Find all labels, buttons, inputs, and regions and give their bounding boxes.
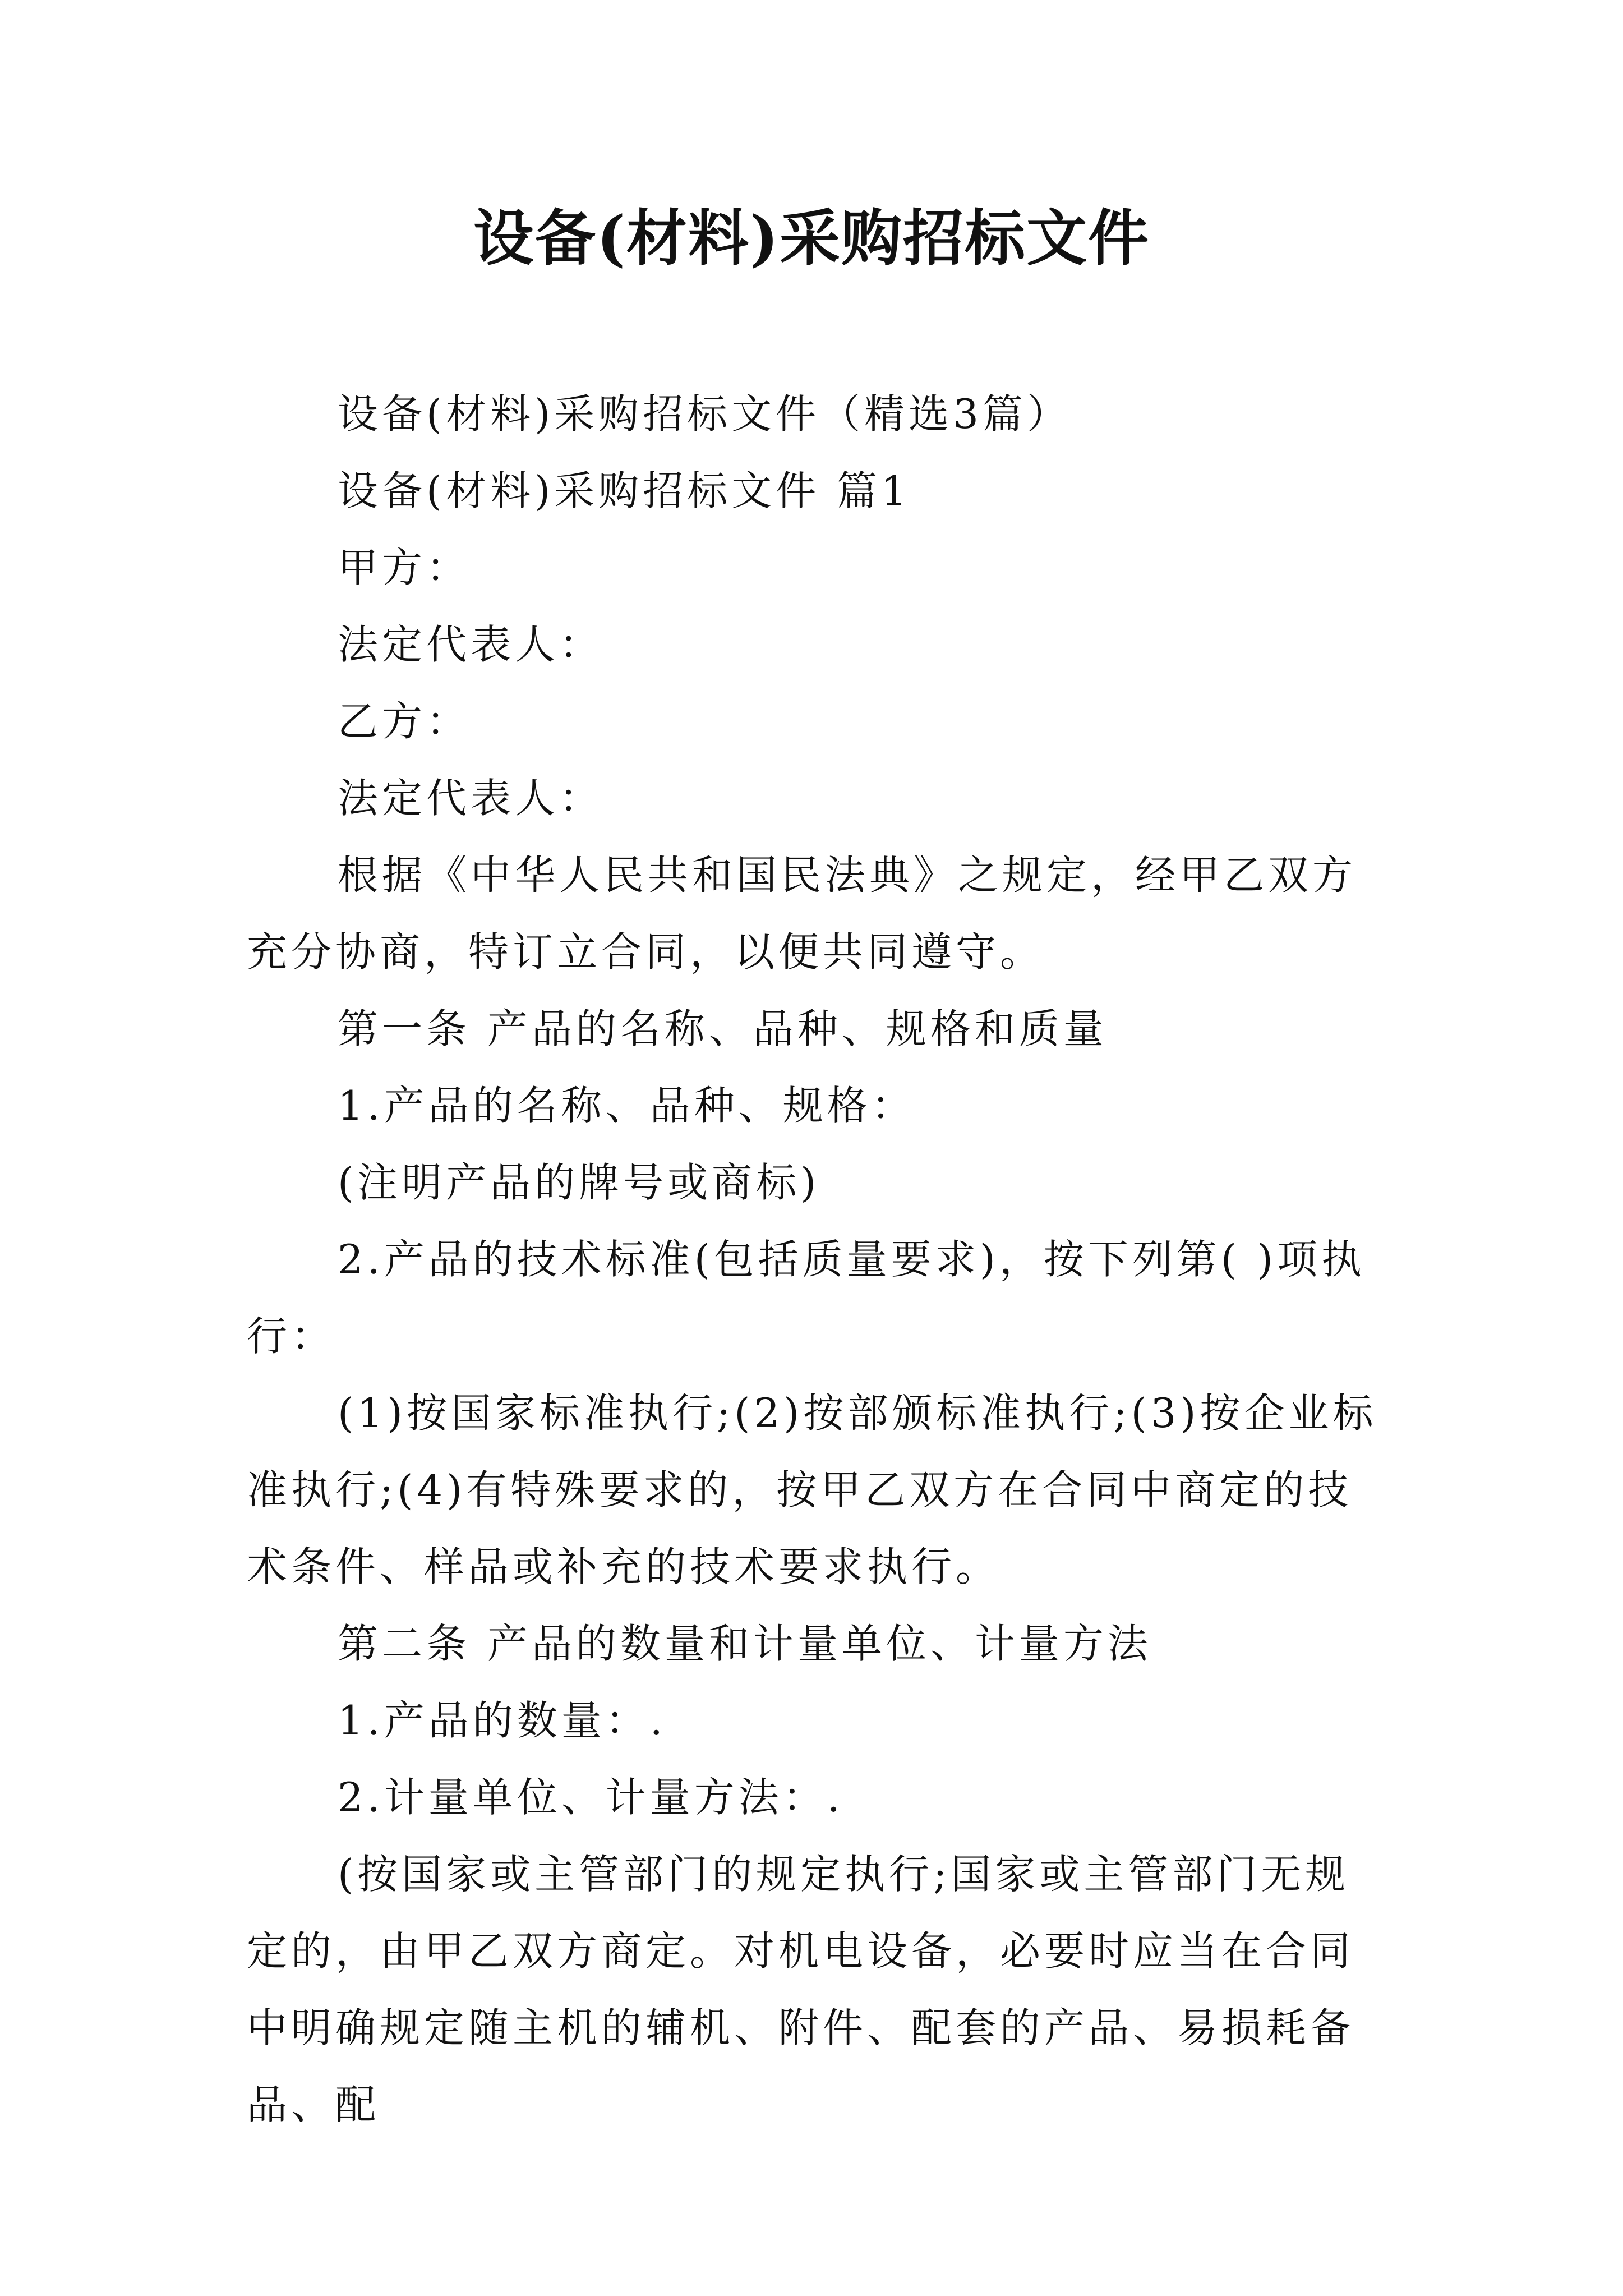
article-two-item-1: 1.产品的数量：. [338, 1697, 667, 1744]
article-one-heading: 第一条 产品的名称、品种、规格和质量 [338, 1005, 1108, 1052]
preamble-paragraph: 根据《中华人民共和国民法典》之规定，经甲乙双方充分协商，特订立合同，以便共同遵守。 [247, 852, 1357, 976]
document-body [247, 376, 1388, 2143]
article-one-item-2: 2.产品的技术标准(包括质量要求)，按下列第( )项执行： [247, 1236, 1366, 1360]
article-one-item-1: 1.产品的名称、品种、规格： [338, 1082, 916, 1129]
section-heading: 设备(材料)采购招标文件 篇1 [338, 467, 911, 514]
article-two-heading: 第二条 产品的数量和计量单位、计量方法 [338, 1620, 1152, 1667]
standards-options-paragraph: (1)按国家标准执行;(2)按部颁标准执行;(3)按企业标准执行;(4)有特殊要求的，按甲乙双方在合同中商定的技术条件、样品或补充的技术要求执行。 [247, 1389, 1377, 1590]
party-a-label: 甲方： [338, 544, 471, 591]
article-one-note: (注明产品的牌号或商标) [338, 1159, 820, 1206]
party-b-label: 乙方： [338, 698, 471, 745]
subtitle-paragraph: 设备(材料)采购招标文件（精选3篇） [338, 390, 1071, 438]
measurement-note-paragraph: (按国家或主管部门的规定执行;国家或主管部门无规定的，由甲乙双方商定。对机电设备，必要时应当在合同中明确规定随主机的辅机、附件、配套的产品、易损耗备品、配 [247, 1851, 1355, 2128]
document-title: 设备(材料)采购招标文件 [473, 203, 1150, 274]
party-a-representative-label: 法定代表人： [338, 621, 604, 668]
party-b-representative-label: 法定代表人： [338, 775, 604, 822]
article-two-item-2: 2.计量单位、计量方法：. [338, 1774, 844, 1821]
